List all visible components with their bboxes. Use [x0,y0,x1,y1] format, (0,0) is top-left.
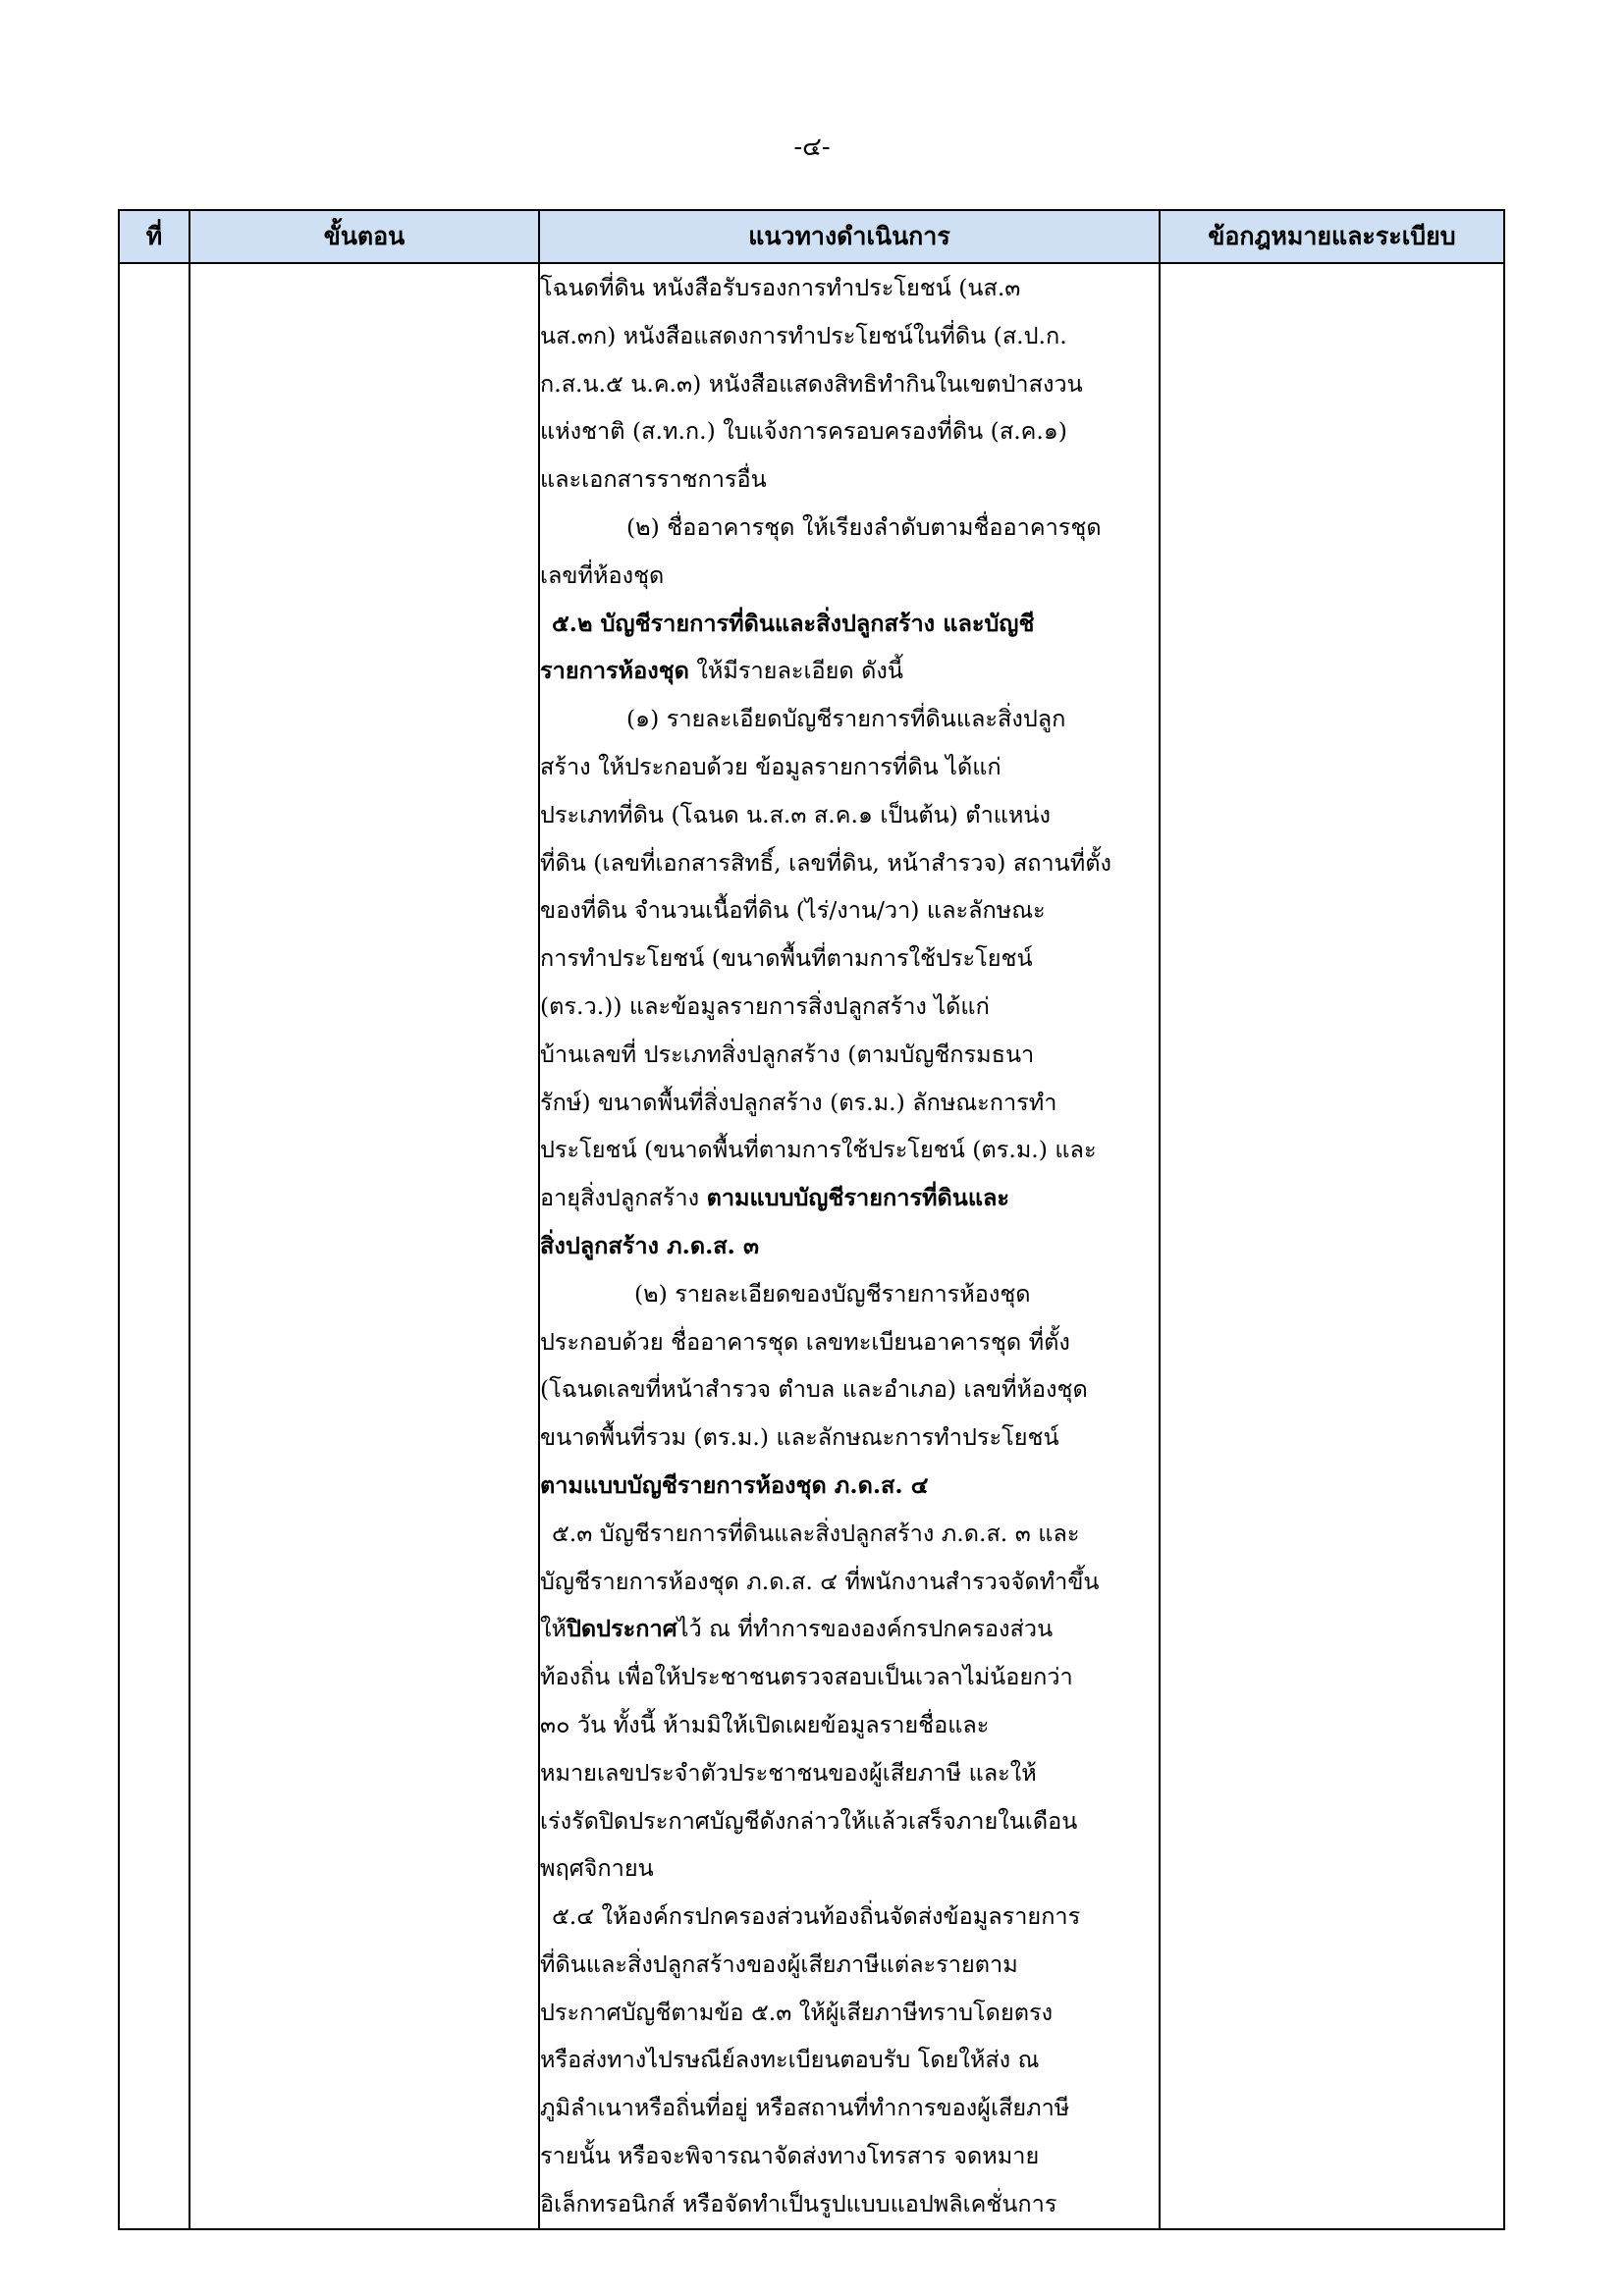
guideline-line [540,1605,1159,1653]
guideline-line: สิ่งปลูกสร้าง ภ.ด.ส. ๓ [540,1231,760,1259]
guideline-line: หมายเลขประจำตัวประชาชนของผู้เสียภาษี และให้ [540,1758,1037,1787]
guideline-line: ที่ดินและสิ่งปลูกสร้างของผู้เสียภาษีแต่ละรายตาม [540,1949,1018,1978]
guideline-line: ประเภทที่ดิน (โฉนด น.ส.๓ ส.ค.๑ เป็นต้น) ตำแหน่ง [540,800,1051,828]
guideline-line: แห่งชาติ (ส.ท.ก.) ใบแจ้งการครอบครองที่ดิน (ส.ค.๑) [540,417,1067,446]
cell-guideline [539,263,1160,2229]
guideline-line: ที่ดิน (เลขที่เอกสารสิทธิ์, เลขที่ดิน, หน้าสำรวจ) สถานที่ตั้ง [540,848,1111,877]
header-step: ขั้นตอน [189,210,539,263]
guideline-line: ตามแบบบัญชีรายการห้องชุด ภ.ด.ส. ๔ [540,1470,929,1499]
guideline-line: (๒) ชื่ออาคารชุด ให้เรียงลำดับตามชื่ออาคารชุด [626,512,1102,541]
bold-phrase: รายการห้องชุด [540,657,689,685]
guideline-line: ภูมิลำเนาหรือถิ่นที่อยู่ หรือสถานที่ทำการของผู้เสียภาษี [540,2094,1070,2122]
guideline-line: รายนั้น หรือจะพิจารณาจัดส่งทางโทรสาร จดหมาย [540,2142,1040,2170]
guideline-line: ก.ส.น.๕ น.ค.๓) หนังสือแสดงสิทธิทำกินในเขตป่าสงวน [540,369,1083,398]
guideline-line: และเอกสารราชการอื่น [540,465,767,494]
guideline-line: ของที่ดิน จำนวนเนื้อที่ดิน (ไร่/งาน/วา) และลักษณะ [540,896,1046,925]
guideline-line: เลขที่ห้องชุด [540,561,665,589]
guideline-line: (๑) รายละเอียดบัญชีรายการที่ดินและสิ่งปลูก [626,705,1066,733]
guideline-line: ขนาดพื้นที่รวม (ตร.ม.) และลักษณะการทำประโยชน์ [540,1423,1059,1452]
page-number: -๔- [793,133,831,162]
guideline-line: พฤศจิกายน [540,1854,654,1883]
guideline-line: อิเล็กทรอนิกส์ หรือจัดทำเป็นรูปแบบแอปพลิเคชั่นการ [540,2189,1057,2217]
guideline-line: ท้องถิ่น เพื่อให้ประชาชนตรวจสอบเป็นเวลาไม่น้อยกว่า [540,1663,1073,1691]
header-guideline: แนวทางดำเนินการ [539,210,1160,263]
guideline-line [540,1174,1159,1222]
guideline-line: ประกอบด้วย ชื่ออาคารชุด เลขทะเบียนอาคารชุด ที่ตั้ง [540,1327,1070,1356]
procedure-table [118,209,1505,2230]
guideline-line: (๒) รายละเอียดของบัญชีรายการห้องชุด [634,1279,1031,1308]
guideline-line: บ้านเลขที่ ประเภทสิ่งปลูกสร้าง (ตามบัญชีกรมธนา [540,1040,1035,1068]
guideline-line: ๕.๔ ให้องค์กรปกครองส่วนท้องถิ่นจัดส่งข้อมูลรายการ [552,1902,1081,1931]
guideline-line: ประกาศบัญชีตามข้อ ๕.๓ ให้ผู้เสียภาษีทราบโดยตรง [540,1998,1054,2026]
header-no: ที่ [119,210,189,263]
guideline-line: ๓๐ วัน ทั้งนี้ ห้ามมิให้เปิดเผยข้อมูลรายชื่อและ [540,1710,990,1738]
guideline-line: (ตร.ว.)) และข้อมูลรายการสิ่งปลูกสร้าง ได้แก่ [540,991,990,1020]
guideline-line: รักษ์) ขนาดพื้นที่สิ่งปลูกสร้าง (ตร.ม.) ลักษณะการทำ [540,1088,1057,1116]
header-law: ข้อกฎหมายและระเบียบ [1160,210,1504,263]
guideline-line: ประโยชน์ (ขนาดพื้นที่ตามการใช้ประโยชน์ (ตร.ม.) และ [540,1136,1097,1164]
line-text: ให้ [540,1615,567,1643]
cell-no [119,263,189,2229]
line-text: ไว้ ณ ที่ทำการขององค์กรปกครองส่วน [677,1615,1054,1643]
table-row [119,263,1504,2229]
bold-phrase: ปิดประกาศ [566,1615,677,1643]
table-header-row [119,210,1504,263]
guideline-line: โฉนดที่ดิน หนังสือรับรองการทำประโยชน์ (นส.๓ [540,274,1021,301]
cell-law [1160,263,1504,2229]
guideline-line: (โฉนดเลขที่หน้าสำรวจ ตำบล และอำเภอ) เลขที่ห้องชุด [540,1375,1088,1404]
guideline-line: บัญชีรายการห้องชุด ภ.ด.ส. ๔ ที่พนักงานสำรวจจัดทำขึ้น [540,1567,1100,1595]
bold-phrase: ตามแบบบัญชีรายการที่ดินและ [706,1184,1009,1212]
guideline-line: สร้าง ให้ประกอบด้วย ข้อมูลรายการที่ดิน ได้แก่ [540,752,1001,780]
guideline-line [540,647,1159,695]
guideline-line: หรือส่งทางไปรษณีย์ลงทะเบียนตอบรับ โดยให้ส่ง ณ [540,2046,1040,2074]
line-text: ให้มีรายละเอียด ดังนี้ [688,657,903,685]
guideline-heading: ๕.๒ บัญชีรายการที่ดินและสิ่งปลูกสร้าง และบัญชี [552,609,1035,637]
guideline-line: ๕.๓ บัญชีรายการที่ดินและสิ่งปลูกสร้าง ภ.ด.ส. ๓ และ [552,1519,1080,1547]
line-text: อายุสิ่งปลูกสร้าง [540,1184,707,1212]
guideline-line: เร่งรัดปิดประกาศบัญชีดังกล่าวให้แล้วเสร็จภายในเดือน [540,1806,1078,1835]
cell-step [189,263,539,2229]
guideline-line: การทำประโยชน์ (ขนาดพื้นที่ตามการใช้ประโยชน์ [540,944,1033,973]
guideline-line: นส.๓ก) หนังสือแสดงการทำประโยชน์ในที่ดิน (ส.ป.ก. [540,321,1067,349]
